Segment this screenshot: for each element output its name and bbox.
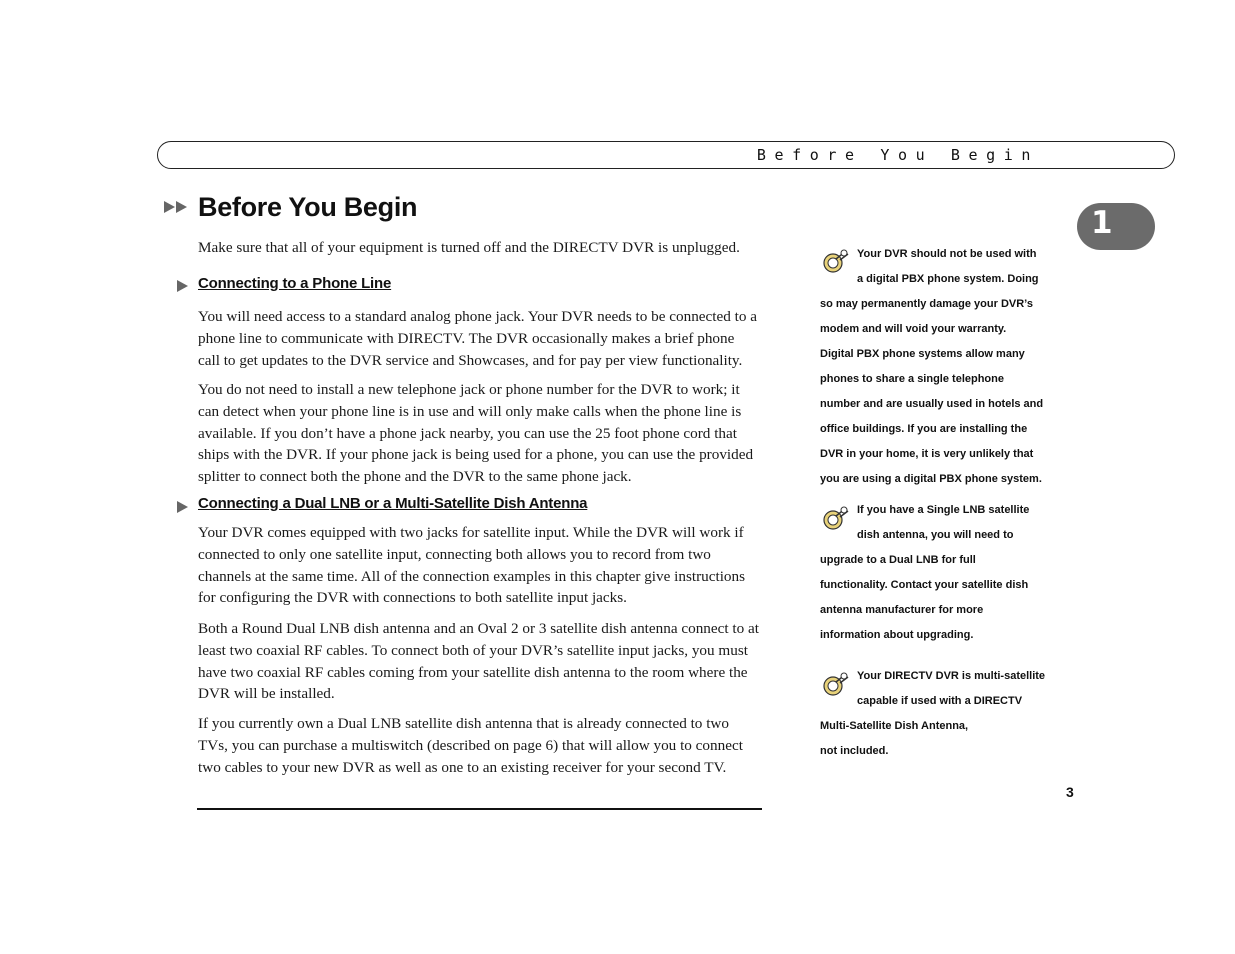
paragraph: You do not need to install a new telephone jack or phone number for the DVR to work; it can detect when your phone line is in use and will only make calls when the phone line is available. If you don’t have a phone jack nearby, you can use the 25 foot phone cord that ships with the DVR. If your phone jack is being used for a phone, you can use the provided splitter to connect both the phone and the DVR to the same phone jack. [198, 381, 754, 486]
note-line: Your DVR should not be used with [857, 248, 1037, 260]
double-arrow-icon [164, 200, 190, 214]
running-header-title: Before You Begin [756, 146, 1039, 164]
note-line: phones to share a single telephone [820, 373, 1004, 385]
page-number: 3 [1066, 784, 1074, 800]
note-line: If you have a Single LNB satellite [857, 504, 1030, 516]
paragraph: Both a Round Dual LNB dish antenna and an Oval 2 or 3 satellite dish antenna connect to at least two coaxial RF cables. To connect both of your DVR’s satellite input jacks, you must have two coaxial RF cables coming from your satellite dish antenna to the room where the DVR will be installed. [198, 620, 759, 703]
note-line: antenna manufacturer for more [820, 604, 984, 616]
note-line: not included. [820, 745, 889, 757]
footer-rule [197, 808, 762, 810]
sidebar-note [820, 664, 1050, 764]
section-arrow-icon [177, 279, 189, 293]
chapter-tab [1077, 203, 1155, 250]
intro-paragraph: Make sure that all of your equipment is turned off and the DIRECTV DVR is unplugged. [198, 239, 740, 256]
note-line: a digital PBX phone system. Doing [857, 273, 1039, 285]
note-line: so may permanently damage your DVR’s [820, 298, 1033, 310]
note-line: modem and will void your warranty. [820, 323, 1007, 335]
note-line: functionality. Contact your satellite dish [820, 579, 1029, 591]
sidebar-note [820, 498, 1050, 648]
paragraph: Your DVR comes equipped with two jacks for satellite input. While the DVR will work if connected to only one satellite input, connecting both allows you to record from two channels at the same time. All of the connection examples in this chapter give instructions for configuring the DVR with connections to both satellite input jacks. [198, 524, 746, 607]
note-line: DVR in your home, it is very unlikely that [820, 448, 1034, 460]
note-line: number and are usually used in hotels and [820, 398, 1044, 410]
section-heading-phone-line: Connecting to a Phone Line [198, 275, 392, 292]
note-line: dish antenna, you will need to [857, 529, 1014, 541]
paragraph: You will need access to a standard analog phone jack. Your DVR needs to be connected to a phone line to communicate with DIRECTV. The DVR occasionally makes a brief phone call to get updates to the DVR service and Showcases, and for pay per view functionality. [198, 308, 757, 369]
note-line: information about upgrading. [820, 629, 974, 641]
section-heading-dual-lnb: Connecting a Dual LNB or a Multi-Satellite Dish Antenna [198, 495, 588, 512]
chapter-number: 1 [1091, 205, 1113, 241]
page-title: Before You Begin [198, 192, 418, 222]
note-line: Digital PBX phone systems allow many [820, 348, 1025, 360]
running-header [157, 141, 1175, 169]
note-line: Multi-Satellite Dish Antenna, [820, 720, 969, 732]
paragraph: If you currently own a Dual LNB satellite dish antenna that is already connected to two TVs, you can purchase a multiswitch (described on page 6) that will allow you to connect two cables to your new DVR as well as one to an existing receiver for your second TV. [198, 715, 743, 776]
section-arrow-icon [177, 500, 189, 514]
note-line: you are using a digital PBX phone system. [820, 473, 1042, 485]
note-line: upgrade to a Dual LNB for full [820, 554, 976, 566]
note-line: office buildings. If you are installing the [820, 423, 1028, 435]
note-line: Your DIRECTV DVR is multi-satellite [857, 670, 1046, 682]
sidebar-note [820, 242, 1050, 492]
note-line: capable if used with a DIRECTV [857, 695, 1023, 707]
